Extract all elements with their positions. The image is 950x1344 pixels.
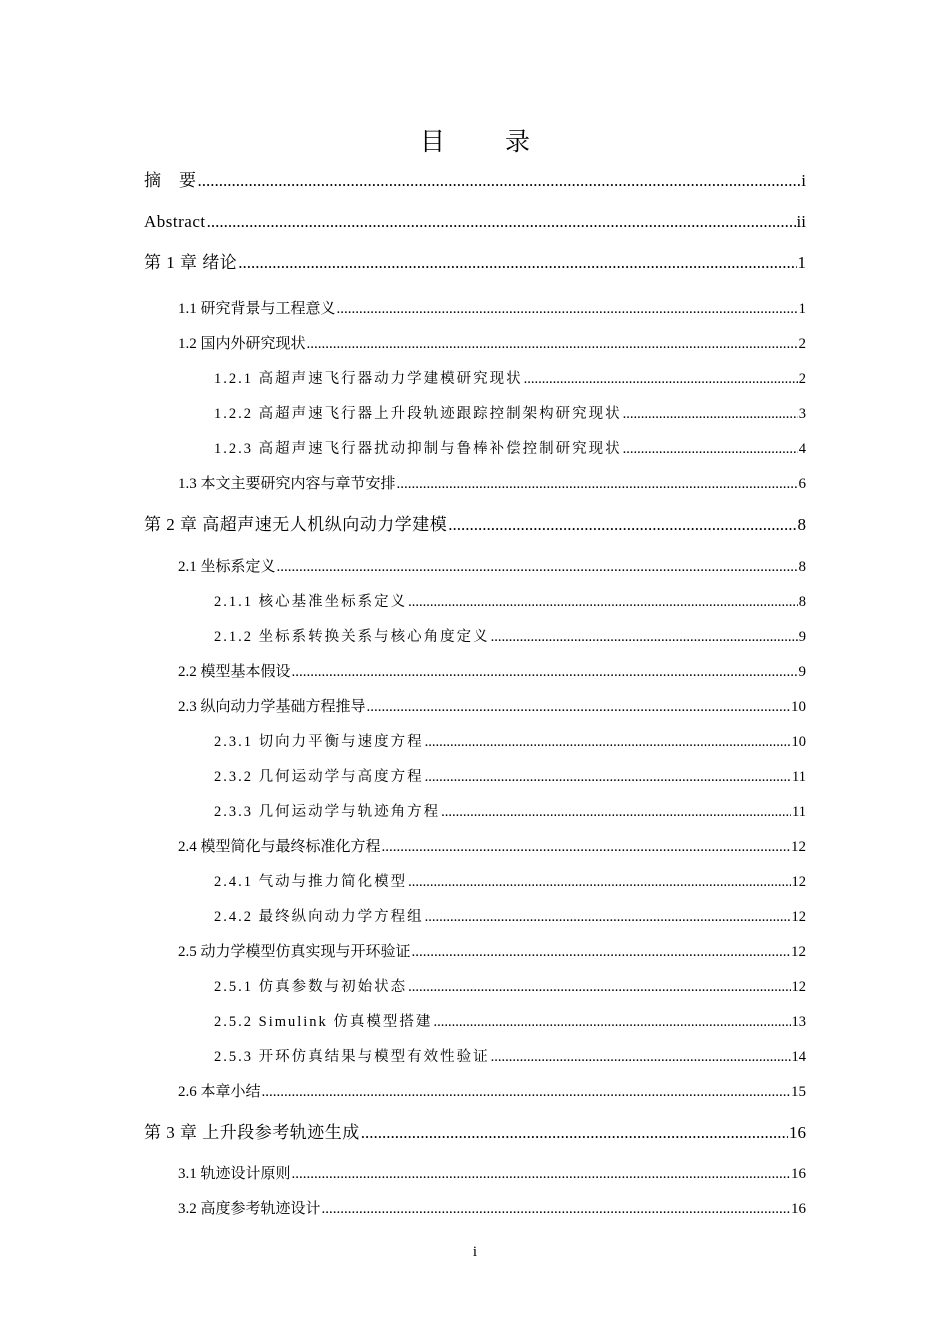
toc-entry[interactable]: [178, 939, 806, 965]
toc-entry-label: 2.5 动力学模型仿真实现与开环验证: [178, 944, 411, 960]
toc-entry-page: 15: [791, 1084, 806, 1100]
toc-entry[interactable]: [214, 401, 806, 427]
toc-entry-page: 12: [791, 979, 806, 995]
toc-entry-label: 2.5.2 Simulink 仿真模型搭建: [214, 1014, 433, 1030]
toc-entry-label: 1.2.2 高超声速飞行器上升段轨迹跟踪控制架构研究现状: [214, 406, 622, 422]
toc-entry-page: 16: [791, 1166, 806, 1182]
toc-entry-label: 2.2 模型基本假设: [178, 664, 291, 680]
toc-entry-label: 2.4 模型简化与最终标准化方程: [178, 839, 381, 855]
toc-leader-dots: [408, 589, 798, 615]
toc-entry[interactable]: [178, 331, 806, 357]
toc-entry-page: 14: [791, 1049, 806, 1065]
toc-entry[interactable]: [214, 904, 806, 930]
toc-entry-page: 10: [791, 734, 806, 750]
toc-leader-dots: [397, 471, 798, 497]
toc-entry[interactable]: [144, 512, 806, 538]
toc-entry[interactable]: [214, 624, 806, 650]
page-title: 目 录: [420, 127, 556, 156]
toc-entry-label: 1.2.3 高超声速飞行器扰动抑制与鲁棒补偿控制研究现状: [214, 441, 622, 457]
toc-entry[interactable]: [214, 436, 806, 462]
toc-entry-label: 1.2.1 高超声速飞行器动力学建模研究现状: [214, 371, 523, 387]
toc-leader-dots: [337, 296, 798, 322]
toc-entry[interactable]: [214, 764, 806, 790]
toc-leader-dots: [207, 209, 796, 235]
toc-entry[interactable]: [178, 659, 806, 685]
toc-leader-dots: [425, 729, 791, 755]
toc-entry[interactable]: [214, 366, 806, 392]
toc-entry-label: 第 2 章 高超声速无人机纵向动力学建模: [144, 515, 448, 534]
toc-entry-label: 第 1 章 绪论: [144, 253, 238, 272]
toc-entry[interactable]: [178, 471, 806, 497]
toc-entry-page: 2: [798, 371, 806, 387]
toc-entry-page: 8: [798, 594, 806, 610]
toc-leader-dots: [623, 401, 798, 427]
toc-leader-dots: [425, 904, 791, 930]
toc-leader-dots: [408, 974, 790, 1000]
toc-entry-page: 3: [798, 406, 806, 422]
toc-leader-dots: [367, 694, 790, 720]
toc-entry-page: 11: [792, 804, 806, 820]
toc-leader-dots: [292, 1161, 790, 1187]
toc-entry-label: 摘 要: [144, 171, 197, 190]
toc-entry[interactable]: [178, 1079, 806, 1105]
toc-leader-dots: [361, 1120, 788, 1146]
toc-leader-dots: [292, 659, 798, 685]
toc-entry-label: 2.1.1 核心基准坐标系定义: [214, 594, 408, 610]
toc-entry-page: 16: [791, 1201, 806, 1217]
toc-entry[interactable]: [214, 974, 806, 1000]
toc-leader-dots: [425, 764, 791, 790]
toc-entry-page: 1: [798, 301, 806, 317]
toc-entry-label: 2.6 本章小结: [178, 1084, 261, 1100]
toc-entry-label: 第 3 章 上升段参考轨迹生成: [144, 1123, 360, 1142]
toc-entry-page: 8: [797, 515, 806, 534]
toc-entry[interactable]: [144, 250, 806, 276]
toc-entry-label: 2.5.3 开环仿真结果与模型有效性验证: [214, 1049, 490, 1065]
toc-entry-page: 10: [791, 699, 806, 715]
toc-leader-dots: [441, 799, 791, 825]
toc-entry-page: 1: [797, 253, 806, 272]
toc-entry-label: 2.3 纵向动力学基础方程推导: [178, 699, 366, 715]
toc-entry-page: 4: [798, 441, 806, 457]
toc-entry-page: 6: [798, 476, 806, 492]
toc-entry-label: 2.1 坐标系定义: [178, 559, 276, 575]
toc-entry-label: 2.4.1 气动与推力简化模型: [214, 874, 408, 890]
toc-entry[interactable]: [214, 1009, 806, 1035]
toc-entry-page: 12: [791, 909, 806, 925]
toc-entry-label: 1.3 本文主要研究内容与章节安排: [178, 476, 396, 492]
toc-entry-label: 2.4.2 最终纵向动力学方程组: [214, 909, 424, 925]
toc-entry[interactable]: [214, 729, 806, 755]
toc-leader-dots: [198, 168, 801, 194]
toc-leader-dots: [322, 1196, 790, 1222]
toc-entry-page: 11: [792, 769, 806, 785]
toc-leader-dots: [623, 436, 798, 462]
toc-leader-dots: [307, 331, 798, 357]
toc-leader-dots: [382, 834, 790, 860]
toc-entry-page: 16: [789, 1123, 806, 1142]
toc-leader-dots: [524, 366, 798, 392]
toc-entry-label: 2.3.2 几何运动学与高度方程: [214, 769, 424, 785]
toc-entry-page: 13: [791, 1014, 806, 1030]
toc-entry-page: 12: [791, 874, 806, 890]
toc-leader-dots: [408, 869, 790, 895]
toc-entry-page: 9: [798, 664, 806, 680]
toc-leader-dots: [491, 1044, 791, 1070]
toc-entry-page: 8: [798, 559, 806, 575]
toc-entry-page: 12: [791, 944, 806, 960]
toc-leader-dots: [433, 1009, 790, 1035]
toc-leader-dots: [262, 1079, 790, 1105]
toc-entry-label: Abstract: [144, 212, 206, 231]
toc-leader-dots: [448, 512, 796, 538]
toc-entry[interactable]: [144, 209, 806, 235]
toc-leader-dots: [277, 554, 798, 580]
toc-entry-label: 2.1.2 坐标系转换关系与核心角度定义: [214, 629, 490, 645]
toc-entry-page: 12: [791, 839, 806, 855]
toc-entry-page: 2: [798, 336, 806, 352]
toc-entry[interactable]: [178, 554, 806, 580]
toc-entry[interactable]: [144, 1120, 806, 1146]
toc-entry-label: 1.2 国内外研究现状: [178, 336, 306, 352]
toc-entry-label: 3.2 高度参考轨迹设计: [178, 1201, 321, 1217]
toc-leader-dots: [412, 939, 790, 965]
toc-entry[interactable]: [178, 1196, 806, 1222]
toc-entry-page: ii: [796, 212, 806, 231]
toc-entry-label: 2.3.1 切向力平衡与速度方程: [214, 734, 424, 750]
toc-entry[interactable]: [178, 834, 806, 860]
toc-entry[interactable]: [214, 589, 806, 615]
toc-entry[interactable]: [178, 296, 806, 322]
toc-entry[interactable]: [214, 1044, 806, 1070]
toc-entry[interactable]: [178, 1161, 806, 1187]
toc-entry-label: 2.3.3 几何运动学与轨迹角方程: [214, 804, 441, 820]
toc-entry-label: 1.1 研究背景与工程意义: [178, 301, 336, 317]
toc-entry[interactable]: [214, 799, 806, 825]
toc-entry-page: 9: [798, 629, 806, 645]
toc-entry-page: i: [801, 171, 806, 190]
toc-entry[interactable]: [214, 869, 806, 895]
toc-entry-label: 3.1 轨迹设计原则: [178, 1166, 291, 1182]
toc-entry[interactable]: [178, 694, 806, 720]
toc-leader-dots: [238, 250, 796, 276]
toc-entry-label: 2.5.1 仿真参数与初始状态: [214, 979, 408, 995]
toc-leader-dots: [491, 624, 798, 650]
page-footer-number: i: [472, 1244, 478, 1260]
toc-entry[interactable]: [144, 168, 806, 194]
